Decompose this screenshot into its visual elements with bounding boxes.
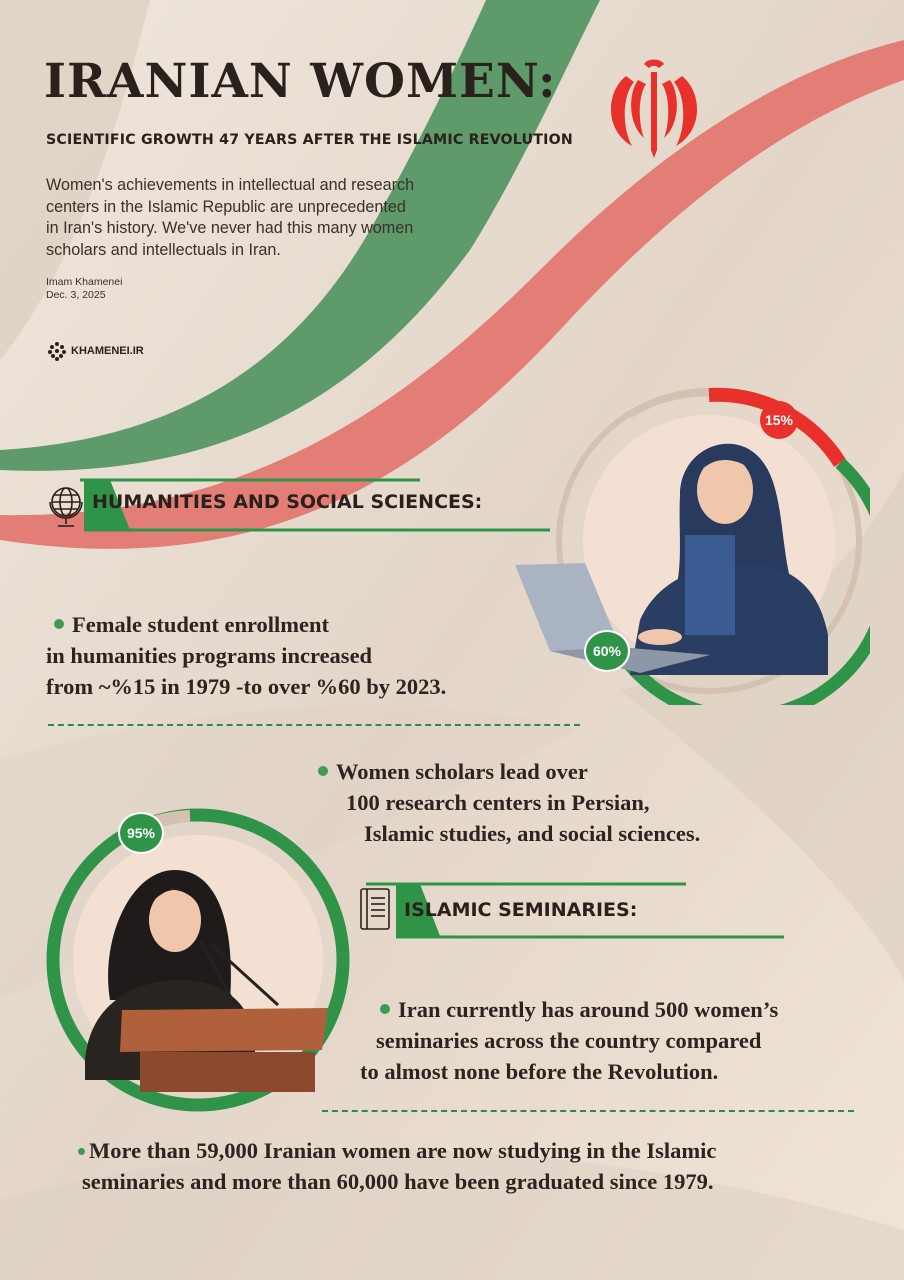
badge-15-percent: 15% [760,401,798,439]
seminaries-fact-count [360,994,870,1087]
fact-line: to almost none before the Revolution. [360,1059,719,1084]
page-title: IRANIAN WOMEN: [44,54,557,109]
quote-attribution [46,276,122,302]
brand-logo [46,340,144,362]
badge-95-percent: 95% [118,812,164,854]
fact-line: Female student enrollment [72,612,330,637]
brand-name: KHAMENEI.IR [71,345,144,357]
fact-line: Women scholars lead over [336,759,588,784]
bullet-dot [78,1148,85,1155]
quote-author: Imam Khamenei [46,276,123,288]
bullet-dot [54,619,64,629]
divider [322,1110,854,1112]
fact-line: 100 research centers in Persian, [346,790,650,815]
quote-line: Women's achievements in intellectual and research [46,176,415,194]
fact-line: seminaries across the country compared [376,1028,762,1053]
iran-emblem-icon [598,54,710,164]
humanities-heading: HUMANITIES AND SOCIAL SCIENCES: [92,491,483,513]
fact-line: seminaries and more than 60,000 have been graduated since 1979. [82,1169,714,1194]
divider [48,724,580,726]
book-icon [358,886,394,932]
humanities-fact-enrollment [46,609,566,702]
fact-line: in humanities programs increased [46,643,373,668]
quote-date: Dec. 3, 2025 [46,289,106,301]
bullet-dot [318,766,328,776]
quote-line: scholars and intellectuals in Iran. [46,240,281,259]
seminaries-illustration [40,800,360,1120]
quote-line: centers in the Islamic Republic are unprecedented [46,197,406,216]
fact-line: Islamic studies, and social sciences. [364,821,701,846]
fact-line: Iran currently has around 500 women’s [398,997,779,1022]
quote-line: in Iran's history. We've never had this many women [46,219,414,237]
badge-60-percent: 60% [584,630,630,672]
seminaries-heading: ISLAMIC SEMINARIES: [404,899,638,921]
globe-icon [46,484,86,530]
fact-line: from ~%15 in 1979 -to over %60 by 2023. [46,674,447,699]
bullet-dot [380,1004,390,1014]
fact-line: More than 59,000 Iranian women are now studying in the Islamic [89,1138,717,1163]
quote-text [46,175,466,261]
subtitle: SCIENTIFIC GROWTH 47 YEARS AFTER THE ISLAMIC REVOLUTION [46,132,573,148]
khamenei-logo-icon [46,340,68,362]
seminaries-fact-students [78,1135,878,1197]
humanities-fact-research [318,756,818,849]
